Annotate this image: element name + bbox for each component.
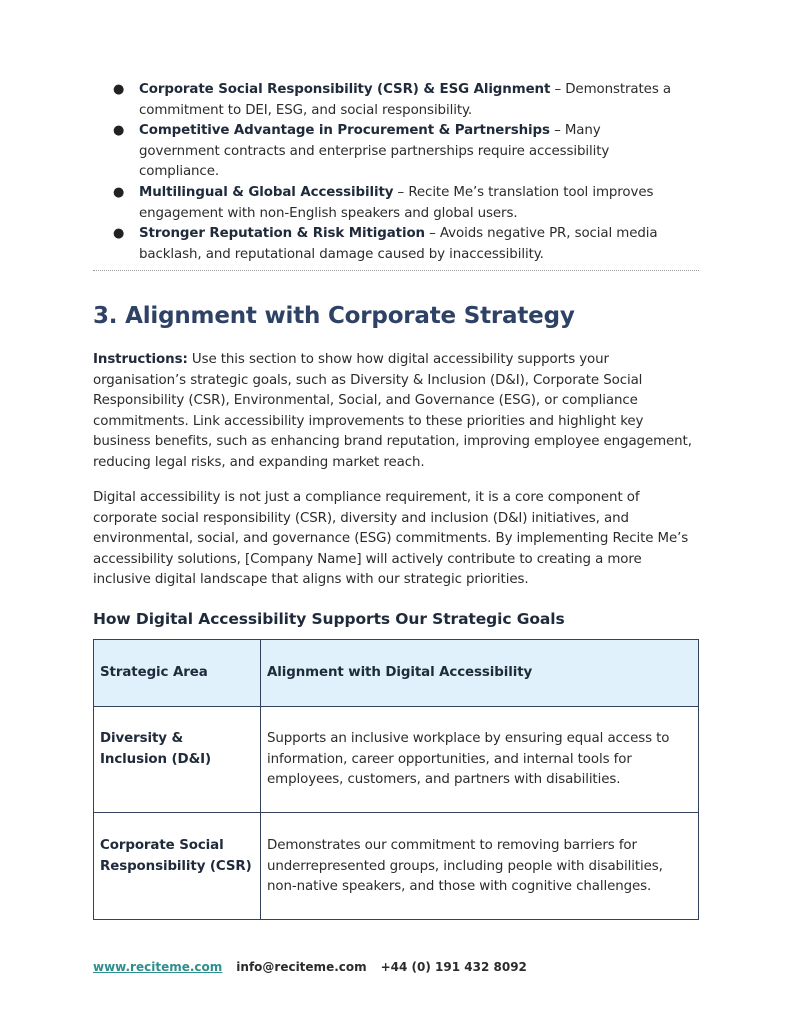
bullet-title: Corporate Social Responsibility (CSR) & ESG Alignment	[139, 82, 551, 97]
bullet-text: Demonstrates a commitment to DEI, ESG, and social responsibility.	[139, 82, 671, 118]
website-link[interactable]: www.reciteme.com	[93, 960, 223, 974]
page-footer	[93, 960, 541, 974]
list-item	[113, 121, 683, 183]
benefits-list	[113, 80, 683, 265]
body-paragraph: Digital accessibility is not just a compliance requirement, it is a core component of corporate social responsibility (CSR), diversity and inclusion (D&I) initiatives, and environmental, social, and governance (ESG) commitments. By implementing Recite Me’s accessibility solutions, [Company Name] will actively contribute to creating a more inclusive digital landscape that aligns with our strategic priorities.	[93, 490, 689, 588]
bullet-separator: –	[550, 82, 566, 97]
phone-text: +44 (0) 191 432 8092	[380, 960, 527, 974]
alignment-cell: Supports an inclusive workplace by ensuring equal access to information, career opportunities, and internal tools for employees, customers, and partners with disabilities.	[261, 707, 699, 813]
table-row	[94, 707, 699, 813]
bullet-icon: ●	[113, 123, 125, 139]
list-item	[113, 80, 683, 121]
instructions-text: Use this section to show how digital accessibility supports your organisation’s strategic goals, such as Diversity & Inclusion (D&I), Corporate Social Responsibility (CSR), Environmental, Social, and Governance (ESG), or compliance commitments. Link accessibility improvements to these priorities and highlight key business benefits, such as enhancing brand reputation, improving employee engagement, reducing legal risks, and expanding market reach.	[93, 352, 692, 470]
bullet-title: Competitive Advantage in Procurement & Partnerships	[139, 123, 550, 139]
bullet-separator: –	[424, 226, 440, 242]
dotted-divider	[93, 270, 699, 271]
table-heading: How Digital Accessibility Supports Our Strategic Goals	[93, 610, 565, 628]
list-item	[113, 183, 683, 224]
bullet-title: Stronger Reputation & Risk Mitigation	[139, 226, 425, 242]
bullet-text: Many government contracts and enterprise partnerships require accessibility compliance.	[139, 123, 610, 180]
section-title: 3. Alignment with Corporate Strategy	[93, 303, 575, 329]
bullet-icon: ●	[113, 226, 125, 242]
strategic-area-cell: Diversity & Inclusion (D&I)	[94, 707, 261, 813]
email-text: info@reciteme.com	[236, 960, 367, 974]
bullet-icon: ●	[113, 184, 125, 200]
bullet-text: Recite Me’s translation tool improves engagement with non-English speakers and global users.	[139, 184, 654, 221]
alignment-cell: Demonstrates our commitment to removing barriers for underrepresented groups, including people with disabilities, non-native speakers, and those with cognitive challenges.	[261, 813, 699, 920]
bullet-separator: –	[549, 123, 565, 139]
table-row	[94, 813, 699, 920]
table-header-row	[94, 640, 699, 707]
column-header-area: Strategic Area	[94, 640, 261, 707]
bullet-title: Multilingual & Global Accessibility	[139, 184, 394, 200]
strategic-area-cell: Corporate Social Responsibility (CSR)	[94, 813, 261, 920]
list-item	[113, 224, 683, 265]
bullet-text: Avoids negative PR, social media backlash, and reputational damage caused by inaccessibility.	[139, 226, 658, 262]
bullet-icon: ●	[113, 82, 125, 97]
strategic-goals-table	[93, 639, 699, 920]
instructions-paragraph	[93, 350, 693, 474]
bullet-separator: –	[393, 184, 409, 200]
column-header-alignment: Alignment with Digital Accessibility	[261, 640, 699, 707]
instructions-label: Instructions:	[93, 352, 188, 367]
